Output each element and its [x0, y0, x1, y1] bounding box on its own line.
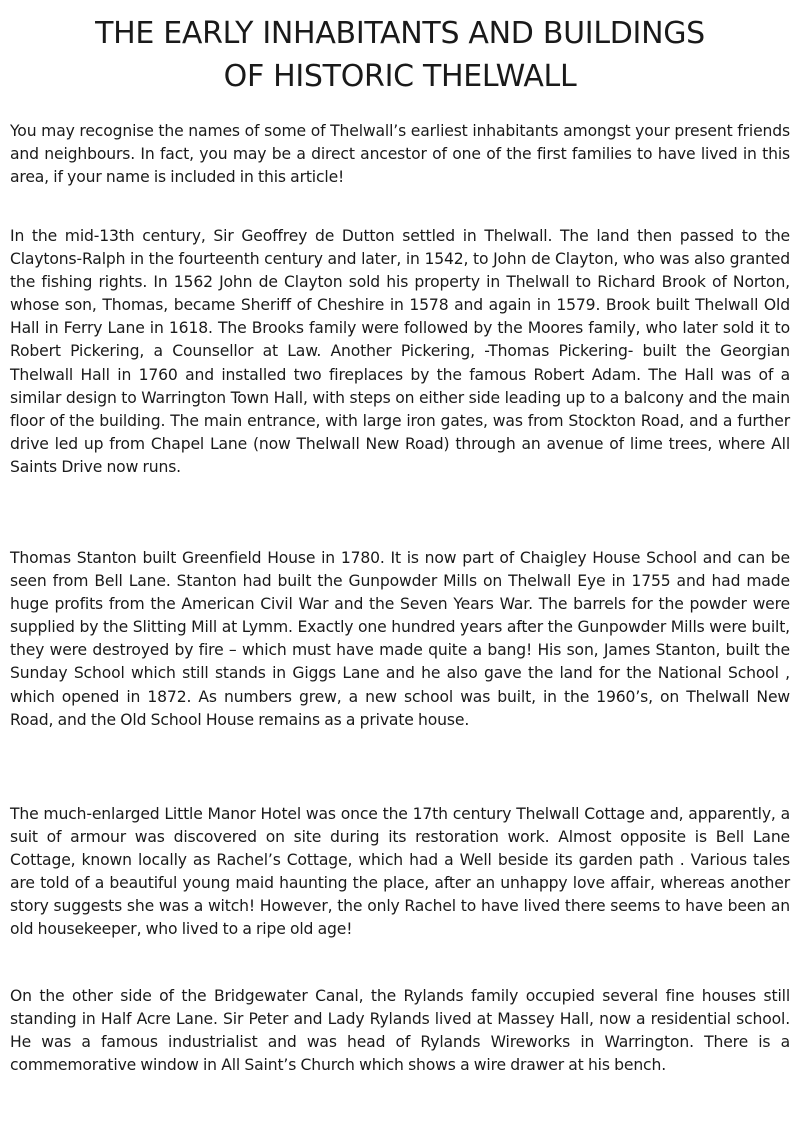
- paragraph-intro: You may recognise the names of some of Thelwall’s earliest inhabitants amongst your present friends and neighbours. In fact, you may be a direct ancestor of one of the first families to have lived in this area, if your name is included in this article!: [10, 122, 790, 187]
- article-title: [0, 12, 800, 98]
- paragraph-rylands: On the other side of the Bridgewater Canal, the Rylands family occupied several fine houses still standing in Half Acre Lane. Sir Peter and Lady Rylands lived at Massey Hall, now a residential school. He was a famous industrialist and was head of Rylands Wireworks in Warrington. There is a commemorative window in All Saint’s Church which shows a wire drawer at his bench.: [10, 987, 790, 1075]
- paragraph-stanton: Thomas Stanton built Greenfield House in 1780. It is now part of Chaigley House School and can be seen from Bell Lane. Stanton had built the Gunpowder Mills on Thelwall Eye in 1755 and had made huge profits from the American Civil War and the Seven Years War. The barrels for the powder were supplied by the Slitting Mill at Lymm. Exactly one hundred years after the Gunpowder Mills were built, they were destroyed by fire – which must have made quite a bang! His son, James Stanton, built the Sunday School which still stands in Giggs Lane and he also gave the land for the National School , which opened in 1872. As numbers grew, a new school was built, in the 1960’s, on Thelwall New Road, and the Old School House remains as a private house.: [10, 549, 790, 729]
- paragraph-early-owners: In the mid-13th century, Sir Geoffrey de Dutton settled in Thelwall. The land then passed to the Claytons-Ralph in the fourteenth century and later, in 1542, to John de Clayton, who was also granted the fishing rights. In 1562 John de Clayton sold his property in Thelwall to Richard Brook of Norton, whose son, Thomas, became Sheriff of Cheshire in 1578 and again in 1579. Brook built Thelwall Old Hall in Ferry Lane in 1618. The Brooks family were followed by the Moores family, who later sold it to Robert Pickering, a Counsellor at Law. Another Pickering, -Thomas Pickering- built the Georgian Thelwall Hall in 1760 and installed two fireplaces by the famous Robert Adam. The Hall was of a similar design to Warrington Town Hall, with steps on either side leading up to a balcony and the main floor of the building. The main entrance, with large iron gates, was from Stockton Road, and a further drive led up from Chapel Lane (now Thelwall New Road) through an avenue of lime trees, where All Saints Drive now runs.: [10, 227, 790, 476]
- title-line-2: OF HISTORIC THELWALL: [223, 59, 577, 94]
- title-line-1: THE EARLY INHABITANTS AND BUILDINGS: [95, 16, 705, 51]
- paragraph-little-manor: The much-enlarged Little Manor Hotel was once the 17th century Thelwall Cottage and, apparently, a suit of armour was discovered on site during its restoration work. Almost opposite is Bell Lane Cottage, known locally as Rachel’s Cottage, which had a Well beside its garden path . Various tales are told of a beautiful young maid haunting the place, after an unhappy love affair, whereas another story suggests she was a witch! However, the only Rachel to have lived there seems to have been an old housekeeper, who lived to a ripe old age!: [10, 805, 790, 939]
